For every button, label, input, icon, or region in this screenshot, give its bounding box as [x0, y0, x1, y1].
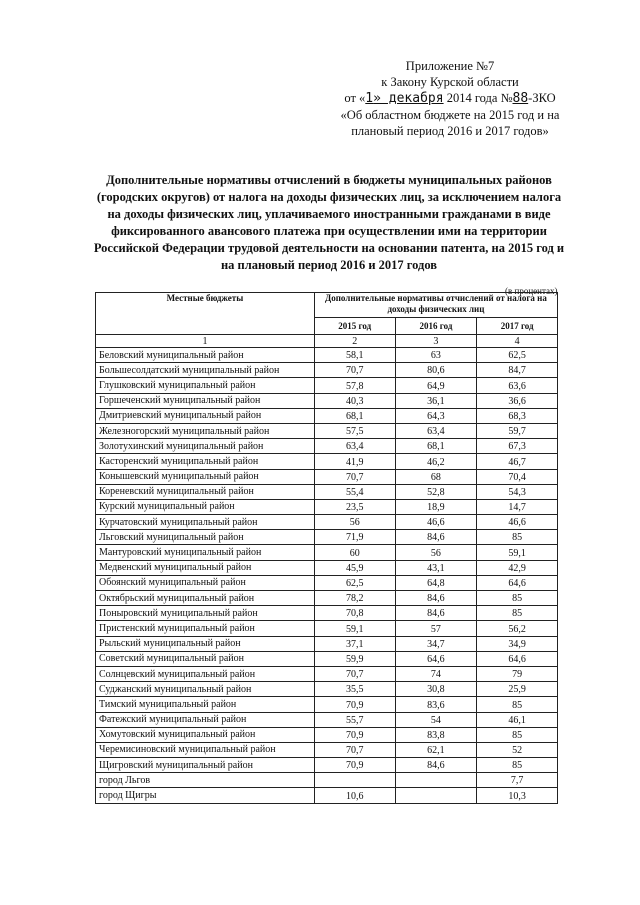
value-2016-cell: 57 — [395, 621, 477, 636]
value-2016-cell: 64,9 — [395, 378, 477, 393]
value-2015-cell: 55,7 — [314, 712, 395, 727]
value-2015-cell: 59,1 — [314, 621, 395, 636]
budget-name-cell: Хомутовский муниципальный район — [96, 727, 315, 742]
col-header-2015: 2015 год — [314, 318, 395, 335]
table-row — [96, 788, 558, 803]
table-row — [96, 469, 558, 484]
value-2017-cell: 64,6 — [477, 651, 558, 666]
norms-table — [95, 292, 558, 804]
value-2016-cell: 30,8 — [395, 682, 477, 697]
value-2016-cell: 54 — [395, 712, 477, 727]
budget-name-cell: Щигровский муниципальный район — [96, 758, 315, 773]
law-number: 88 — [512, 91, 529, 106]
table-row — [96, 423, 558, 438]
value-2015-cell: 41,9 — [314, 454, 395, 469]
value-2016-cell: 63 — [395, 348, 477, 363]
date-year: 2014 года № — [443, 91, 513, 105]
value-2017-cell: 85 — [477, 727, 558, 742]
value-2015-cell: 57,5 — [314, 423, 395, 438]
value-2017-cell: 46,7 — [477, 454, 558, 469]
value-2017-cell: 14,7 — [477, 499, 558, 514]
value-2017-cell: 52 — [477, 742, 558, 757]
value-2016-cell: 64,8 — [395, 575, 477, 590]
table-row — [96, 348, 558, 363]
value-2017-cell: 7,7 — [477, 773, 558, 788]
budget-name-cell: Конышевский муниципальный район — [96, 469, 315, 484]
appendix-law-title-2: плановый период 2016 и 2017 годов» — [351, 124, 549, 138]
value-2015-cell: 70,9 — [314, 697, 395, 712]
table-row — [96, 758, 558, 773]
value-2016-cell: 84,6 — [395, 530, 477, 545]
budget-name-cell: Горшеченский муниципальный район — [96, 393, 315, 408]
table-row — [96, 727, 558, 742]
value-2016-cell: 46,2 — [395, 454, 477, 469]
law-number-suffix: -ЗКО — [528, 91, 556, 105]
col-header-2016: 2016 год — [395, 318, 477, 335]
value-2015-cell: 70,7 — [314, 469, 395, 484]
table-row — [96, 651, 558, 666]
appendix-law-ref: к Закону Курской области — [381, 75, 519, 89]
value-2015-cell: 35,5 — [314, 682, 395, 697]
budget-name-cell: Золотухинский муниципальный район — [96, 439, 315, 454]
value-2016-cell: 64,3 — [395, 408, 477, 423]
value-2016-cell: 63,4 — [395, 423, 477, 438]
budget-name-cell: Беловский муниципальный район — [96, 348, 315, 363]
budget-name-cell: Дмитриевский муниципальный район — [96, 408, 315, 423]
table-row — [96, 454, 558, 469]
value-2017-cell: 62,5 — [477, 348, 558, 363]
budget-name-cell: Касторенский муниципальный район — [96, 454, 315, 469]
budget-name-cell: Тимский муниципальный район — [96, 697, 315, 712]
value-2017-cell: 59,1 — [477, 545, 558, 560]
table-row — [96, 393, 558, 408]
budget-name-cell: Советский муниципальный район — [96, 651, 315, 666]
value-2016-cell: 18,9 — [395, 499, 477, 514]
table-row — [96, 591, 558, 606]
value-2017-cell: 79 — [477, 666, 558, 681]
value-2016-cell: 74 — [395, 666, 477, 681]
value-2016-cell: 52,8 — [395, 484, 477, 499]
table-row — [96, 378, 558, 393]
col-number: 3 — [395, 335, 477, 348]
date-prefix: от « — [344, 91, 366, 105]
table-row — [96, 666, 558, 681]
value-2017-cell: 56,2 — [477, 621, 558, 636]
budget-name-cell: Большесолдатский муниципальный район — [96, 363, 315, 378]
budget-name-cell: Суджанский муниципальный район — [96, 682, 315, 697]
col-number: 4 — [477, 335, 558, 348]
table-row — [96, 682, 558, 697]
value-2017-cell: 64,6 — [477, 575, 558, 590]
table-row — [96, 560, 558, 575]
appendix-date-line — [300, 90, 600, 107]
value-2015-cell: 70,7 — [314, 666, 395, 681]
appendix-number: Приложение №7 — [405, 59, 495, 73]
value-2017-cell: 59,7 — [477, 423, 558, 438]
budget-name-cell: Пристенский муниципальный район — [96, 621, 315, 636]
table-row — [96, 697, 558, 712]
value-2016-cell: 68 — [395, 469, 477, 484]
value-2017-cell: 68,3 — [477, 408, 558, 423]
table-row — [96, 530, 558, 545]
value-2017-cell: 10,3 — [477, 788, 558, 803]
budget-name-cell: город Льгов — [96, 773, 315, 788]
value-2015-cell — [314, 773, 395, 788]
budget-name-cell: Рыльский муниципальный район — [96, 636, 315, 651]
value-2017-cell: 67,3 — [477, 439, 558, 454]
table-row — [96, 636, 558, 651]
appendix-block — [300, 58, 600, 139]
appendix-law-title-1: «Об областном бюджете на 2015 год и на — [340, 108, 560, 122]
budget-name-cell: Октябрьский муниципальный район — [96, 591, 315, 606]
value-2017-cell: 70,4 — [477, 469, 558, 484]
document-title: Дополнительные нормативы отчислений в бюджеты муниципальных районов (городских округов) от налога на доходы физических лиц, за исключением налога на доходы физических лиц, уплачиваемого иностранными гражданами в виде фиксированного авансового платежа при осуществлении ими на территории Российской Федерации трудовой деятельности на основании патента, на 2015 год и на плановый период 2016 и 2017 годов — [93, 173, 565, 272]
value-2016-cell: 84,6 — [395, 758, 477, 773]
col-header-2017: 2017 год — [477, 318, 558, 335]
value-2017-cell: 54,3 — [477, 484, 558, 499]
value-2017-cell: 85 — [477, 697, 558, 712]
value-2016-cell — [395, 788, 477, 803]
value-2017-cell: 25,9 — [477, 682, 558, 697]
value-2015-cell: 55,4 — [314, 484, 395, 499]
budget-name-cell: Солнцевский муниципальный район — [96, 666, 315, 681]
value-2015-cell: 58,1 — [314, 348, 395, 363]
value-2015-cell: 56 — [314, 515, 395, 530]
budget-name-cell: Фатежский муниципальный район — [96, 712, 315, 727]
value-2015-cell: 68,1 — [314, 408, 395, 423]
budget-name-cell: Черемисиновский муниципальный район — [96, 742, 315, 757]
value-2017-cell: 85 — [477, 591, 558, 606]
value-2015-cell: 71,9 — [314, 530, 395, 545]
value-2015-cell: 70,7 — [314, 742, 395, 757]
table-row — [96, 606, 558, 621]
table-row — [96, 363, 558, 378]
value-2017-cell: 36,6 — [477, 393, 558, 408]
value-2016-cell: 62,1 — [395, 742, 477, 757]
value-2016-cell: 34,7 — [395, 636, 477, 651]
value-2015-cell: 60 — [314, 545, 395, 560]
budget-name-cell: Кореневский муниципальный район — [96, 484, 315, 499]
units-note: (в процентах) — [505, 286, 558, 296]
value-2017-cell: 85 — [477, 530, 558, 545]
value-2015-cell: 23,5 — [314, 499, 395, 514]
table-row — [96, 575, 558, 590]
table-row — [96, 499, 558, 514]
budget-name-cell: Железногорский муниципальный район — [96, 423, 315, 438]
value-2016-cell: 68,1 — [395, 439, 477, 454]
value-2017-cell: 85 — [477, 758, 558, 773]
value-2016-cell — [395, 773, 477, 788]
budget-name-cell: Поныровский муниципальный район — [96, 606, 315, 621]
value-2016-cell: 43,1 — [395, 560, 477, 575]
col-number: 1 — [96, 335, 315, 348]
value-2015-cell: 45,9 — [314, 560, 395, 575]
table-row — [96, 773, 558, 788]
table-row — [96, 439, 558, 454]
table-row — [96, 484, 558, 499]
value-2017-cell: 63,6 — [477, 378, 558, 393]
value-2016-cell: 46,6 — [395, 515, 477, 530]
value-2016-cell: 84,6 — [395, 591, 477, 606]
value-2016-cell: 80,6 — [395, 363, 477, 378]
value-2016-cell: 83,6 — [395, 697, 477, 712]
value-2015-cell: 70,8 — [314, 606, 395, 621]
date-month: » декабря — [373, 91, 444, 106]
value-2015-cell: 78,2 — [314, 591, 395, 606]
table-row — [96, 515, 558, 530]
budget-name-cell: Льговский муниципальный район — [96, 530, 315, 545]
table-row — [96, 742, 558, 757]
value-2016-cell: 56 — [395, 545, 477, 560]
value-2017-cell: 84,7 — [477, 363, 558, 378]
value-2017-cell: 42,9 — [477, 560, 558, 575]
budget-name-cell: Курский муниципальный район — [96, 499, 315, 514]
value-2017-cell: 85 — [477, 606, 558, 621]
budget-name-cell: город Щигры — [96, 788, 315, 803]
budget-name-cell: Мантуровский муниципальный район — [96, 545, 315, 560]
value-2015-cell: 40,3 — [314, 393, 395, 408]
col-header-group: Дополнительные нормативы отчислений от налога на доходы физических лиц — [314, 293, 557, 318]
value-2017-cell: 46,1 — [477, 712, 558, 727]
value-2016-cell: 64,6 — [395, 651, 477, 666]
value-2015-cell: 63,4 — [314, 439, 395, 454]
value-2016-cell: 83,8 — [395, 727, 477, 742]
value-2016-cell: 84,6 — [395, 606, 477, 621]
value-2015-cell: 62,5 — [314, 575, 395, 590]
value-2015-cell: 70,9 — [314, 727, 395, 742]
col-number: 2 — [314, 335, 395, 348]
value-2017-cell: 34,9 — [477, 636, 558, 651]
table-row — [96, 408, 558, 423]
value-2016-cell: 36,1 — [395, 393, 477, 408]
value-2015-cell: 10,6 — [314, 788, 395, 803]
value-2017-cell: 46,6 — [477, 515, 558, 530]
budget-name-cell: Медвенский муниципальный район — [96, 560, 315, 575]
table-row — [96, 545, 558, 560]
value-2015-cell: 70,9 — [314, 758, 395, 773]
value-2015-cell: 57,8 — [314, 378, 395, 393]
budget-name-cell: Обоянский муниципальный район — [96, 575, 315, 590]
value-2015-cell: 37,1 — [314, 636, 395, 651]
value-2015-cell: 70,7 — [314, 363, 395, 378]
table-row — [96, 712, 558, 727]
date-day: 1 — [365, 91, 374, 106]
budget-name-cell: Курчатовский муниципальный район — [96, 515, 315, 530]
budget-name-cell: Глушковский муниципальный район — [96, 378, 315, 393]
table-row — [96, 621, 558, 636]
col-header-budgets: Местные бюджеты — [96, 293, 315, 335]
value-2015-cell: 59,9 — [314, 651, 395, 666]
